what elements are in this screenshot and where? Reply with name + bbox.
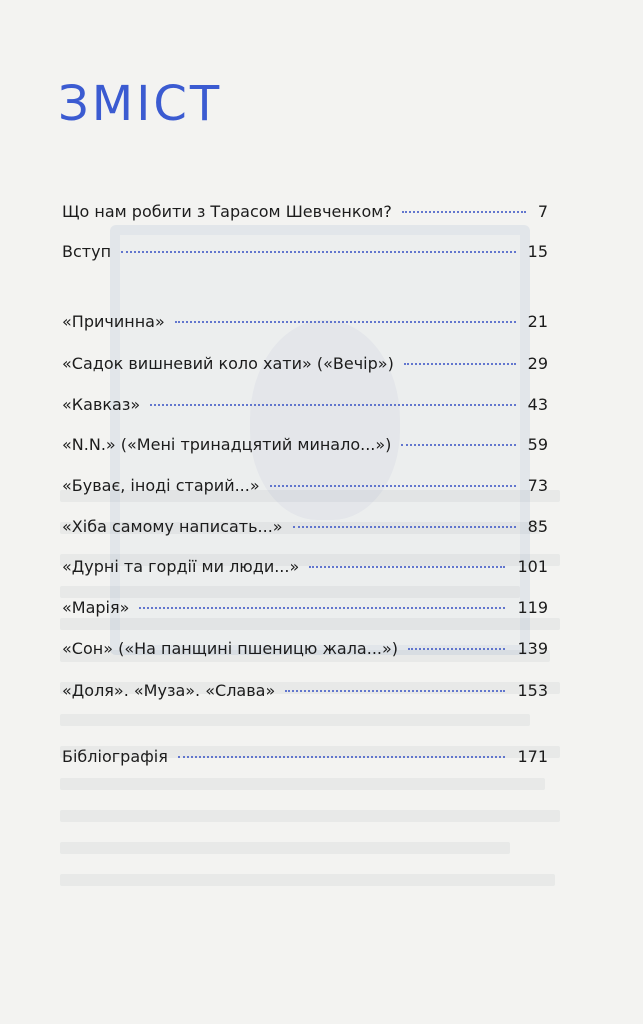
dot-leader [401,444,515,446]
toc-entry[interactable] [62,515,548,539]
toc-entry-page-number: 73 [527,476,548,495]
dot-leader [121,251,516,253]
toc-entry-title: «Сон» («На панщині пшеницю жала...») [62,639,399,658]
toc-entry[interactable] [62,240,548,264]
dot-leader [293,526,516,528]
toc-entry[interactable] [62,637,548,661]
toc-entry-title: «Кавказ» [62,395,141,414]
dot-leader [404,363,516,365]
toc-entry-title: «Марія» [62,598,130,617]
toc-entry-title: «Причинна» [62,312,165,331]
toc-entry-page-number: 7 [537,202,548,221]
toc-entry[interactable] [62,393,548,417]
dot-leader [285,690,505,692]
toc-entry-title: Вступ [62,242,112,261]
toc-entry-page-number: 15 [527,242,548,261]
dot-leader [270,485,516,487]
toc-entry-title: «Хіба самому написать...» [62,517,283,536]
toc-entry[interactable] [62,474,548,498]
toc-entry[interactable] [62,555,548,579]
toc-entry-page-number: 153 [517,681,548,700]
toc-entry-title: «N.N.» («Мені тринадцятий минало...») [62,435,392,454]
dot-leader [178,756,506,758]
toc-entry-page-number: 59 [527,435,548,454]
dot-leader [150,404,515,406]
dot-leader [139,607,505,609]
page-title: ЗМІСТ [58,76,223,132]
toc-entry-title: «Садок вишневий коло хати» («Вечір») [62,354,394,373]
toc-entry-page-number: 171 [517,747,548,766]
toc-entry-page-number: 101 [517,557,548,576]
toc-entry-page-number: 139 [517,639,548,658]
toc-entry[interactable] [62,433,548,457]
toc-entry[interactable] [62,310,548,334]
toc-entry-title: Бібліографія [62,747,168,766]
toc-entry-title: «Дурні та гордії ми люди...» [62,557,300,576]
dot-leader [408,648,505,650]
toc-entry[interactable] [62,679,548,703]
toc-entry-page-number: 21 [527,312,548,331]
dot-leader [309,566,505,568]
toc-entry[interactable] [62,200,548,224]
toc-entry[interactable] [62,352,548,376]
toc-entry-page-number: 29 [527,354,548,373]
toc-entry-title: «Доля». «Муза». «Слава» [62,681,276,700]
toc-entry-title: Що нам робити з Тарасом Шевченком? [62,202,392,221]
toc-entry[interactable] [62,745,548,769]
toc-entry-page-number: 119 [517,598,548,617]
toc-entry-title: «Буває, іноді старий...» [62,476,260,495]
toc-entry[interactable] [62,596,548,620]
dot-leader [175,321,516,323]
dot-leader [402,211,526,213]
toc-entry-page-number: 43 [527,395,548,414]
toc-entry-page-number: 85 [527,517,548,536]
